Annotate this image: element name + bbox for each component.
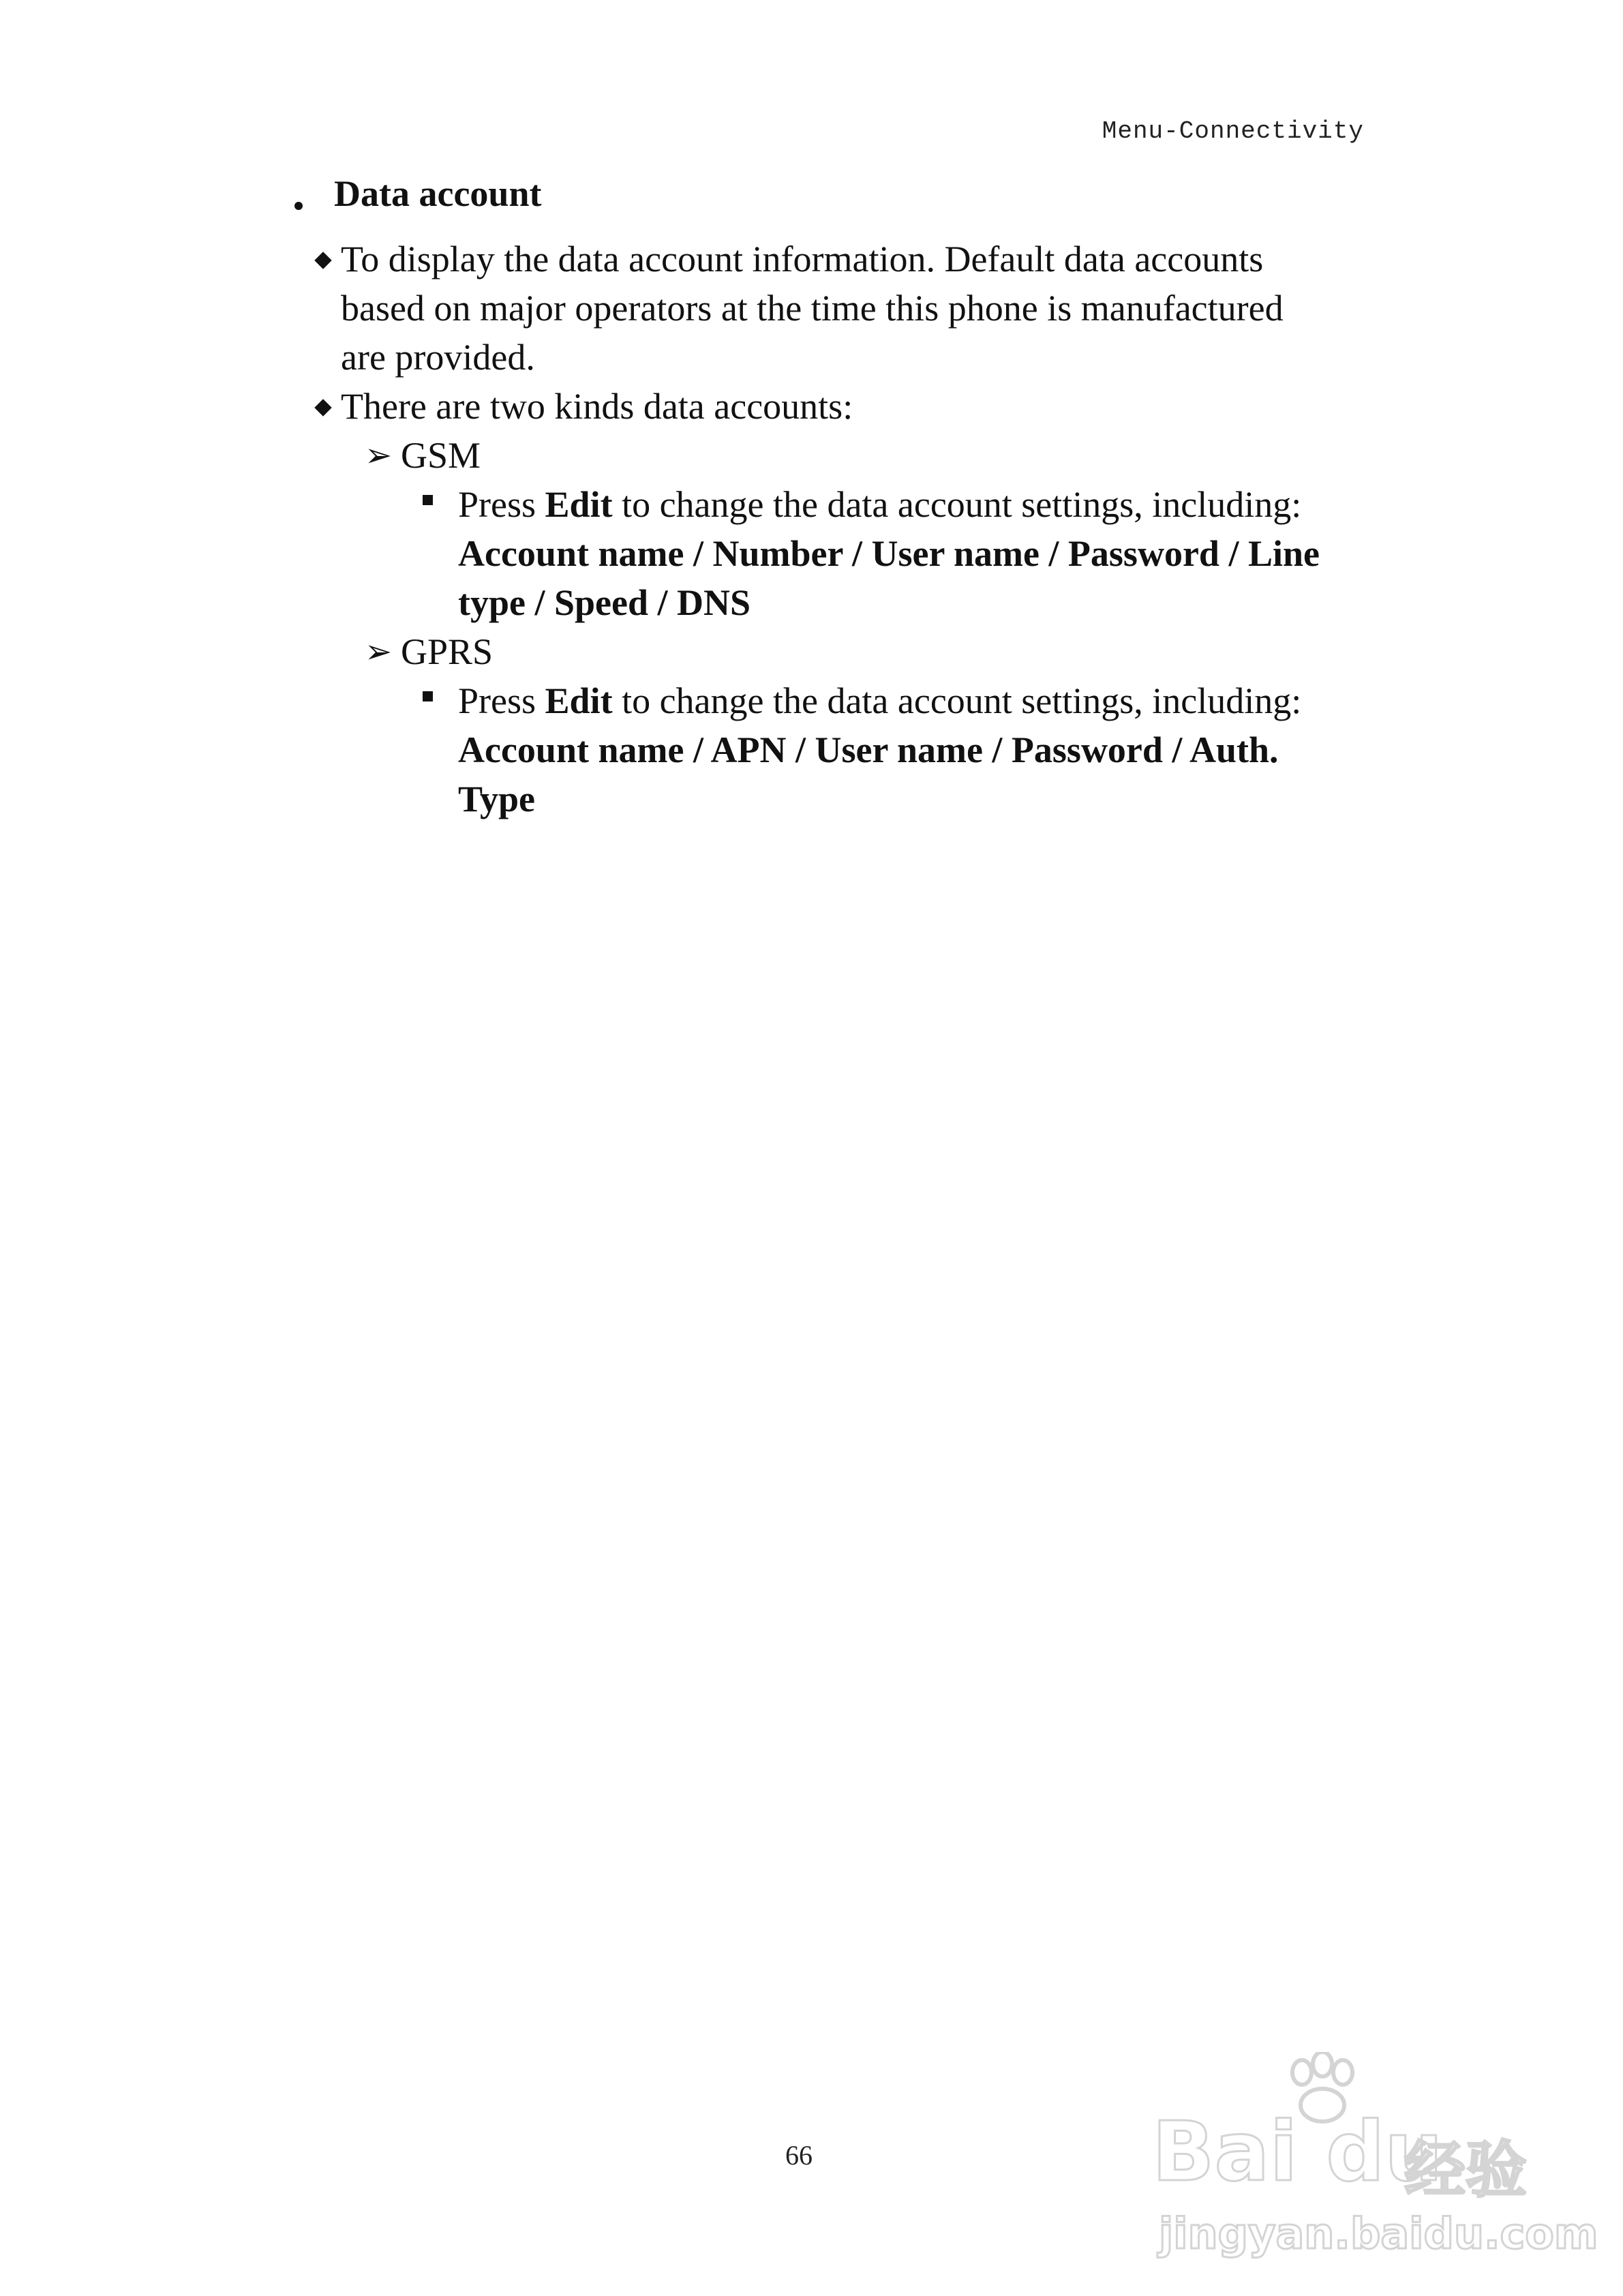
body-line: are provided. bbox=[341, 337, 535, 378]
square-bullet-icon bbox=[423, 495, 433, 505]
edit-key: Edit bbox=[545, 484, 613, 525]
heading-bullet bbox=[294, 202, 303, 210]
sub-item-label: GPRS bbox=[401, 631, 494, 672]
detail-line bbox=[458, 676, 1301, 725]
fields-line: Account name / APN / User name / Password / Auth. bbox=[458, 729, 1279, 770]
baidu-watermark bbox=[1152, 2052, 1598, 2270]
edit-key: Edit bbox=[545, 680, 613, 721]
detail-prefix: Press bbox=[458, 484, 545, 525]
detail-suffix: to change the data account settings, including: bbox=[612, 484, 1302, 525]
body-line: based on major operators at the time this phone is manufactured bbox=[341, 288, 1284, 329]
body-line: There are two kinds data accounts: bbox=[341, 386, 853, 427]
section-title: Data account bbox=[334, 173, 542, 214]
running-header: Menu-Connectivity bbox=[1102, 117, 1364, 145]
detail-prefix: Press bbox=[458, 680, 545, 721]
fields-line: Type bbox=[458, 779, 536, 819]
watermark-brand: Bai du bbox=[1152, 2105, 1443, 2200]
fields-line: type / Speed / DNS bbox=[458, 582, 751, 623]
arrow-bullet-icon: ➢ bbox=[365, 633, 393, 671]
arrow-bullet-icon: ➢ bbox=[365, 436, 393, 474]
body-line: To display the data account information. Default data accounts bbox=[341, 239, 1264, 280]
watermark-cn-label: 经验 bbox=[1404, 2134, 1527, 2206]
diamond-bullet-icon bbox=[314, 252, 331, 269]
sub-item-label: GSM bbox=[401, 435, 481, 476]
detail-suffix: to change the data account settings, including: bbox=[612, 680, 1302, 721]
fields-line: Account name / Number / User name / Password / Line bbox=[458, 533, 1320, 574]
diamond-bullet-icon bbox=[314, 399, 331, 416]
detail-line bbox=[458, 480, 1301, 529]
square-bullet-icon bbox=[423, 691, 433, 701]
page-number: 66 bbox=[785, 2140, 813, 2171]
watermark-url: jingyan.baidu.com bbox=[1159, 2209, 1598, 2259]
